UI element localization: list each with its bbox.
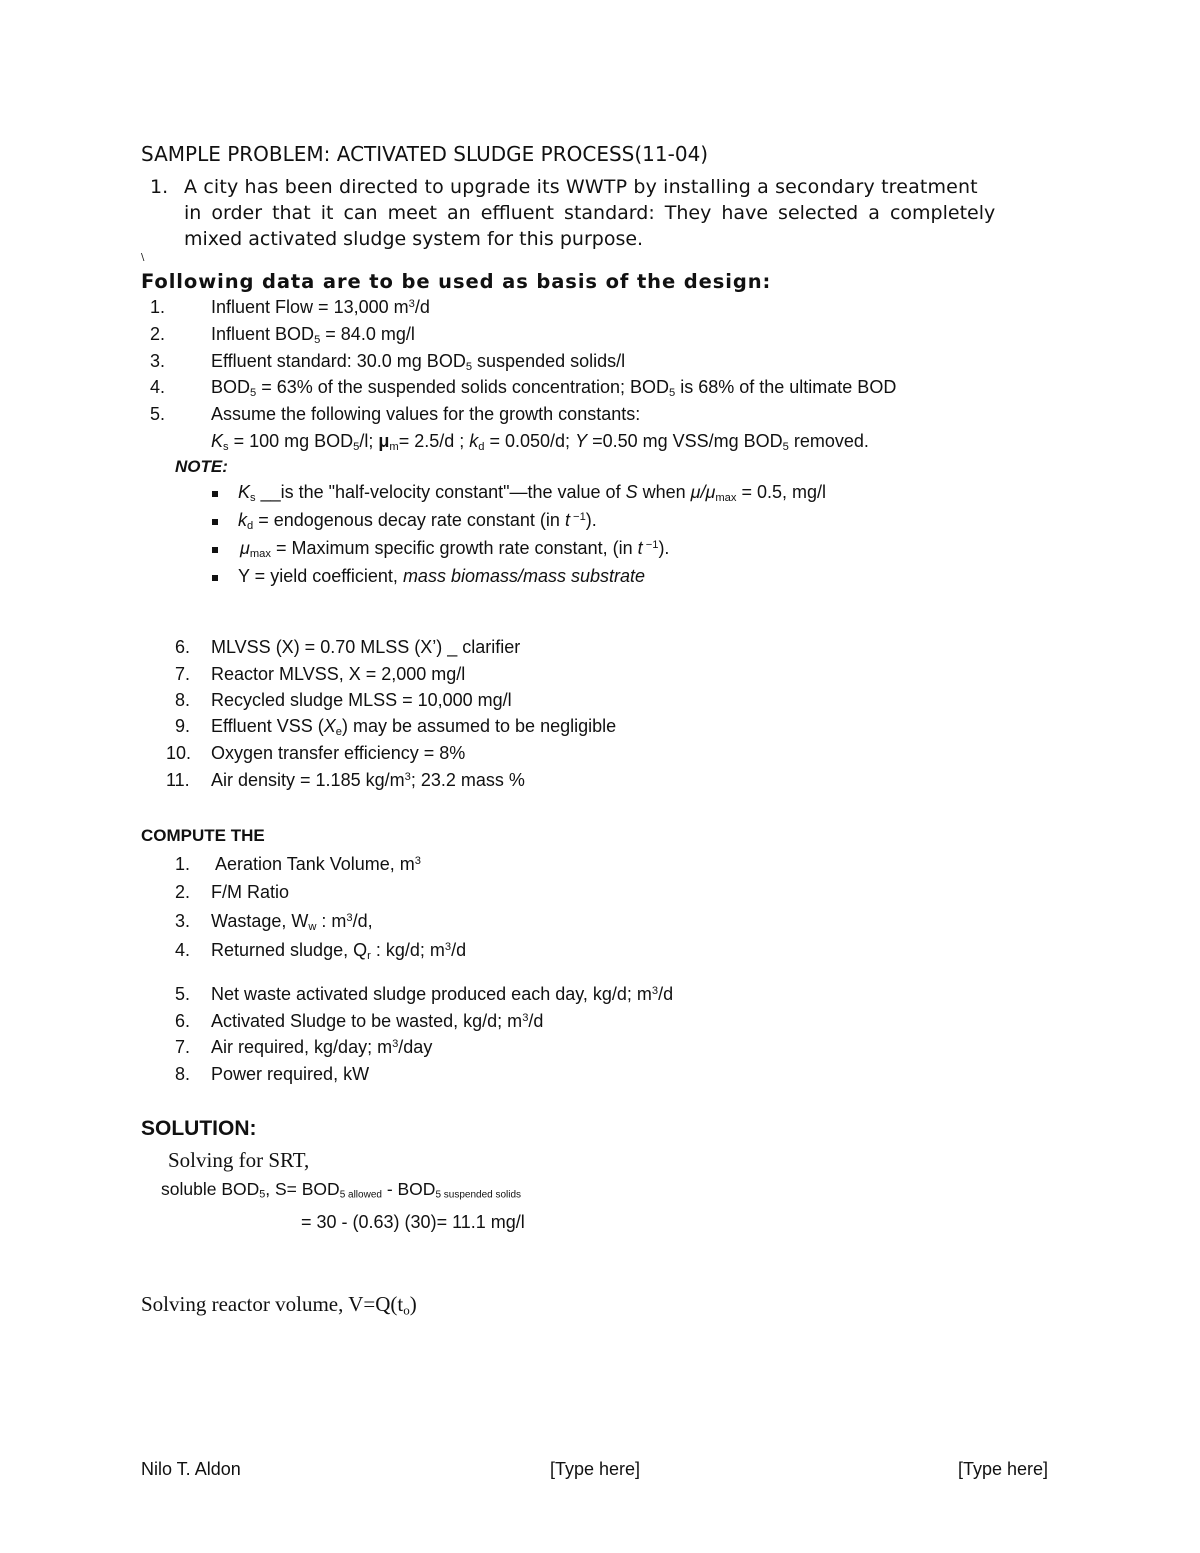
stray-mark: \ bbox=[141, 252, 145, 263]
footer-author: Nilo T. Aldon bbox=[141, 1459, 241, 1479]
problem-line-1: A city has been directed to upgrade its WWTP by installing a secondary treatment bbox=[184, 176, 978, 198]
bullet-icon bbox=[212, 547, 218, 553]
footer-placeholder-right[interactable]: [Type here] bbox=[958, 1459, 1049, 1479]
note-kd: $k_d$ = endogenous decay rate constant (in t $^{-1}$). bbox=[238, 510, 597, 532]
soluble-bod-line: soluble $BOD_5$, $S= BOD_{5 allowed} - BOD_{5 suspended solids}$ bbox=[161, 1179, 522, 1201]
compute-heading: COMPUTE THE bbox=[141, 826, 265, 845]
problem-number: 1. bbox=[150, 176, 169, 198]
note-mu-max: $\mu_{max}$ = Maximum specific growth rate constant, (in t $^{-1}$). bbox=[240, 538, 670, 560]
page-title: SAMPLE PROBLEM: ACTIVATED SLUDGE PROCESS(11-04) bbox=[141, 142, 709, 166]
data-heading: Following data are to be used as basis of the design: bbox=[141, 270, 772, 293]
note-ks: $K_s$ __is the "half-velocity constant"—the value of S when $\mu/\mu_{max} = 0.5$, mg/l bbox=[238, 482, 826, 504]
solution-heading: SOLUTION: bbox=[141, 1117, 257, 1140]
note-yield: Y = yield coefficient, mass biomass/mass substrate bbox=[238, 566, 646, 586]
solving-volume: Solving reactor volume, $V=Q(t_o)$ bbox=[141, 1292, 417, 1318]
solving-srt: Solving for SRT, bbox=[168, 1148, 310, 1172]
note-label: NOTE: bbox=[175, 457, 228, 476]
soluble-result: = 30 - (0.63) (30)= 11.1 mg/l bbox=[301, 1212, 525, 1232]
bullet-icon bbox=[212, 491, 218, 497]
problem-line-3: mixed activated sludge system for this purpose. bbox=[184, 228, 644, 250]
bullet-icon bbox=[212, 519, 218, 525]
footer-placeholder-center[interactable]: [Type here] bbox=[550, 1459, 641, 1479]
growth-constants-line: $K_s = 100$ mg $BOD_5/l$; $\mu_m= 2.5/d$ ; $k_d = 0.050/d$; Y =0.50 mg VSS/mg $BOD_5$ removed. bbox=[211, 431, 869, 453]
bullet-icon bbox=[212, 575, 218, 581]
problem-line-2: in order that it can meet an effluent standard: They have selected a completely bbox=[184, 202, 996, 224]
